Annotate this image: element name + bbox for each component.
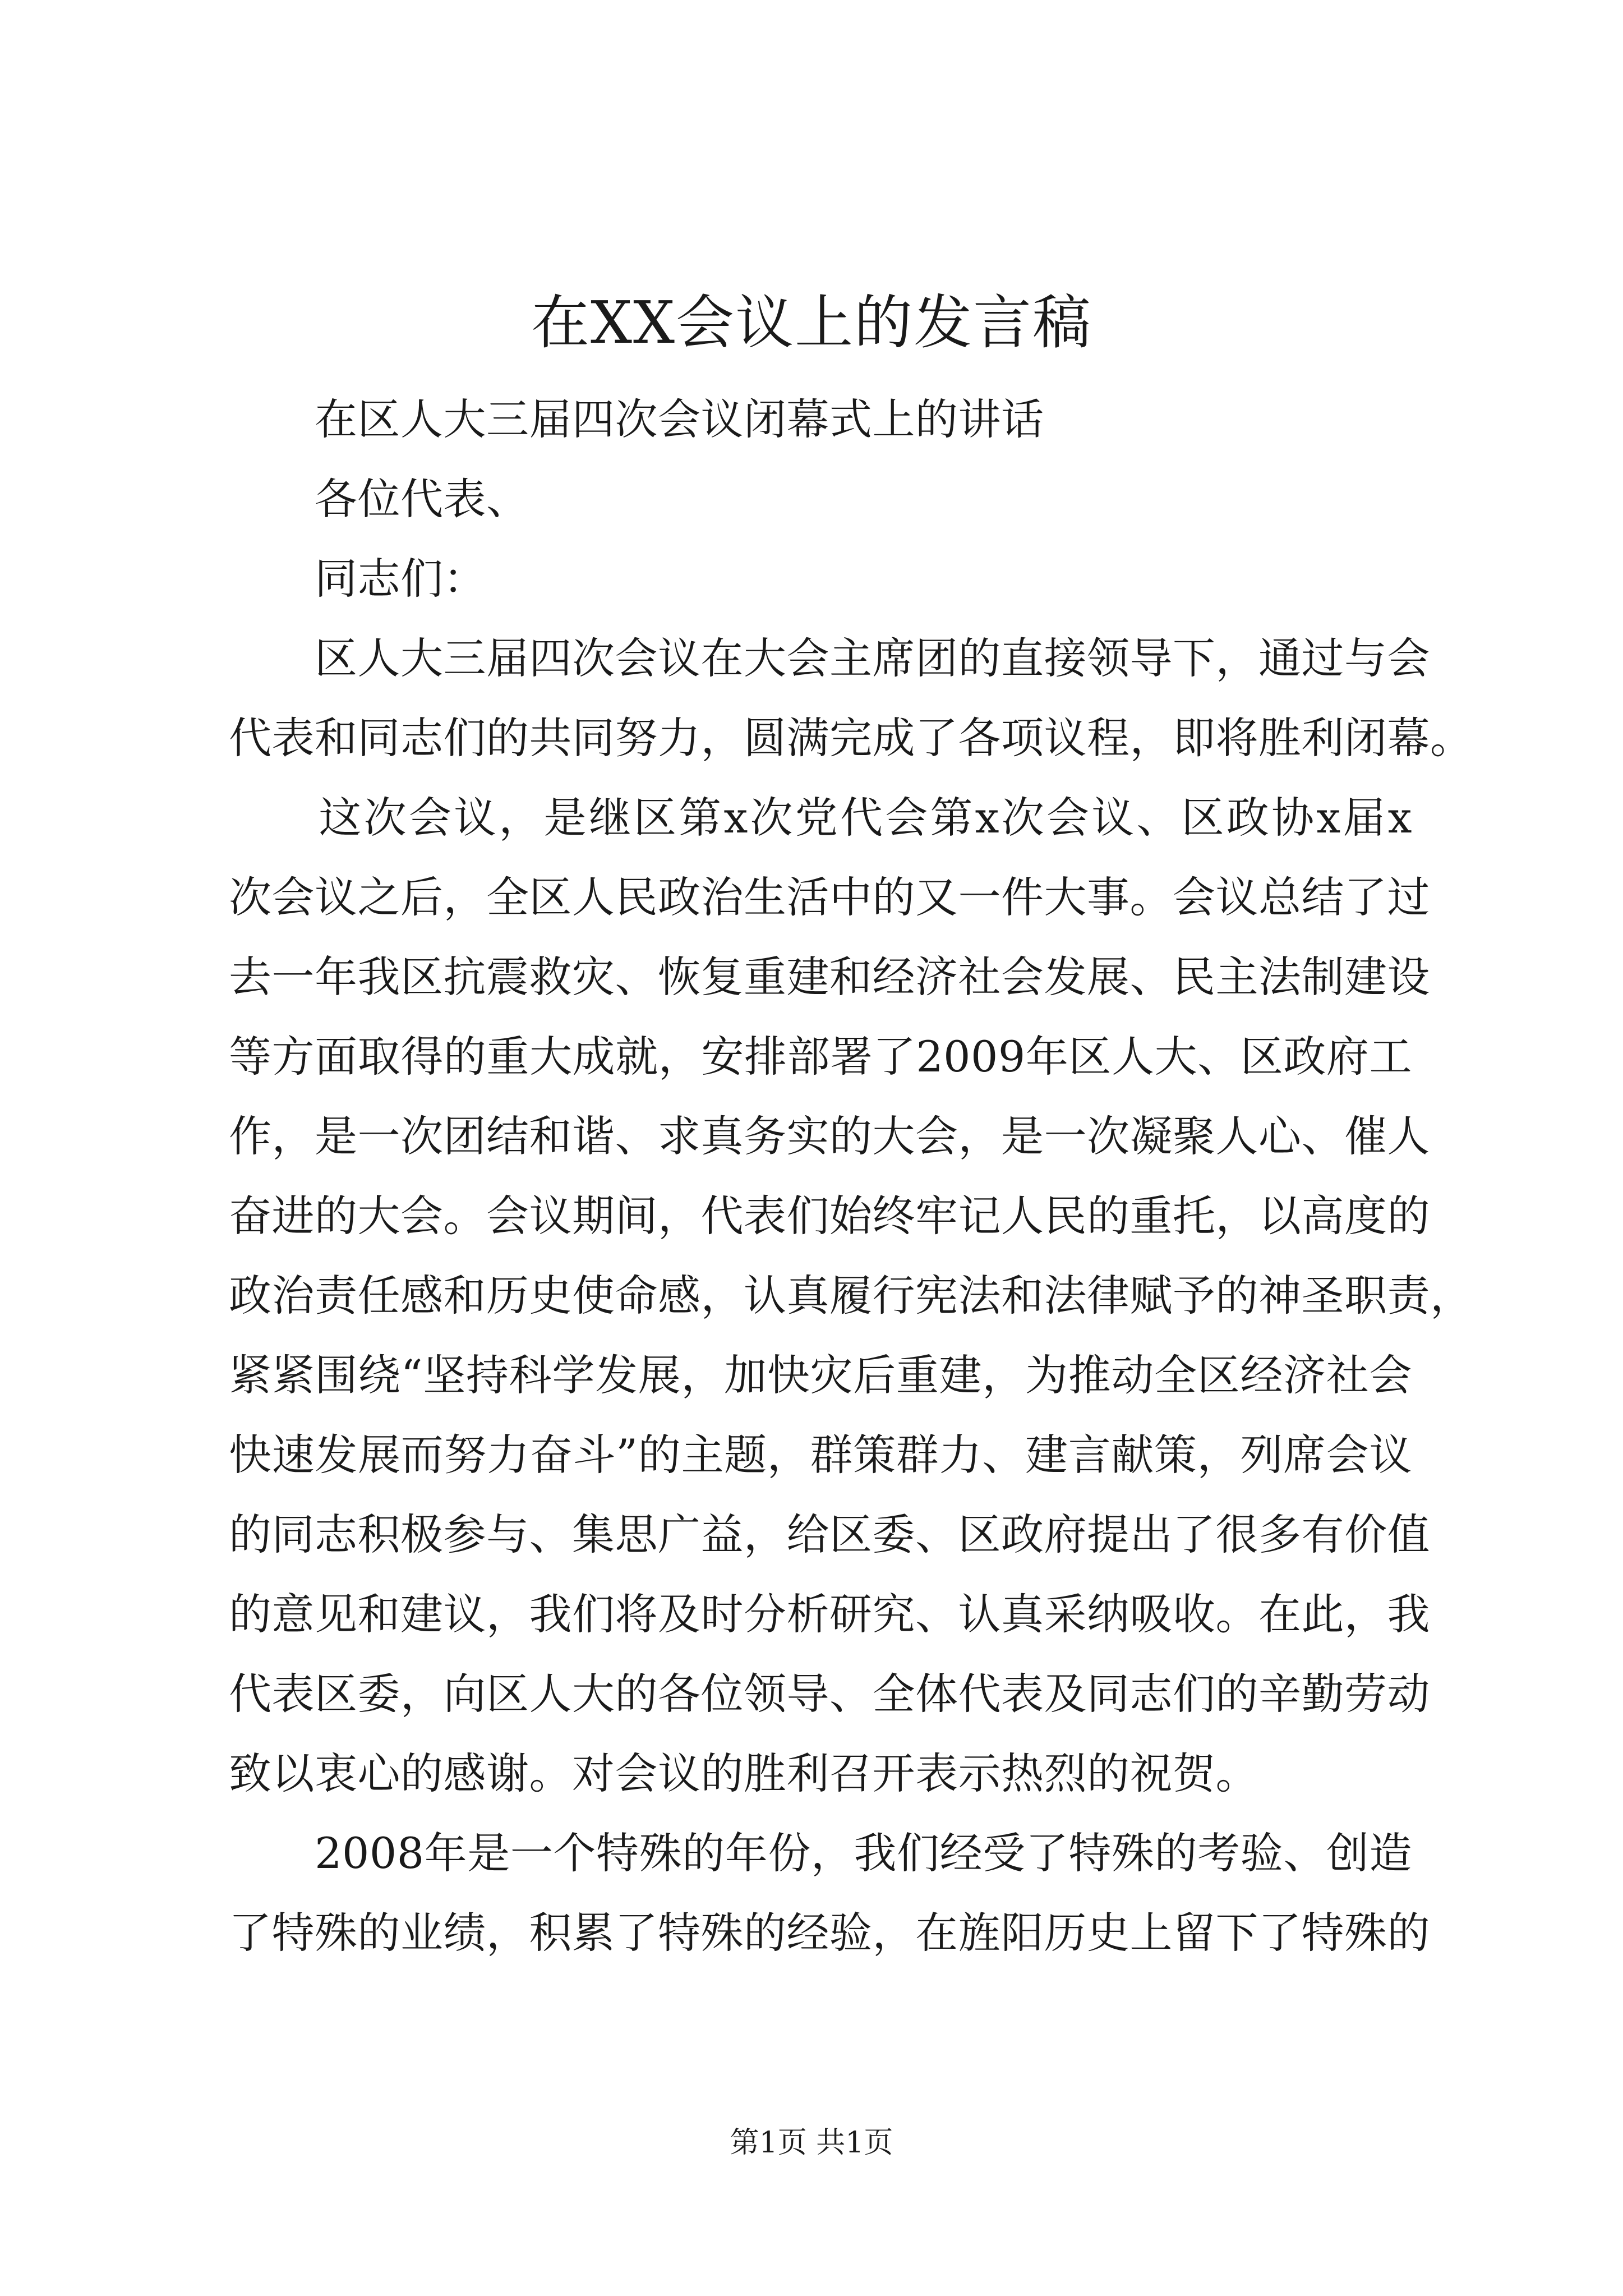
paragraph-line: 致以衷心的感谢。对会议的胜利召开表示热烈的祝贺。 <box>229 1749 1258 1798</box>
paragraph-line: 了特殊的业绩，积累了特殊的经验，在旌阳历史上留下了特殊的 <box>229 1908 1430 1958</box>
paragraph-line: 紧紧围绕“坚持科学发展，加快灾后重建，为推动全区经济社会 <box>229 1350 1412 1400</box>
paragraph-line: 作，是一次团结和谐、求真务实的大会，是一次凝聚人心、催人 <box>229 1111 1430 1161</box>
paragraph-line: 代表和同志们的共同努力，圆满完成了各项议程，即将胜利闭幕。 <box>229 713 1473 763</box>
paragraph-line: 奋进的大会。会议期间，代表们始终牢记人民的重托，以高度的 <box>229 1191 1430 1241</box>
paragraph-line: 等方面取得的重大成就，安排部署了2009年区人大、区政府工 <box>229 1032 1412 1082</box>
salutation-line: 同志们： <box>229 554 486 604</box>
paragraph-line: 次会议之后，全区人民政治生活中的又一件大事。会议总结了过 <box>229 872 1430 922</box>
paragraph-line: 的同志积极参与、集思广益，给区委、区政府提出了很多有价值 <box>229 1510 1430 1559</box>
paragraph-line: 政治责任感和历史使命感，认真履行宪法和法律赋予的神圣职责， <box>229 1271 1473 1320</box>
paragraph-line: 的意见和建议，我们将及时分析研究、认真采纳吸收。在此，我 <box>229 1589 1430 1639</box>
salutation-line: 各位代表、 <box>229 474 529 524</box>
paragraph-line: 2008年是一个特殊的年份，我们经受了特殊的考验、创造 <box>229 1828 1412 1878</box>
paragraph-line: 代表区委，向区人大的各位领导、全体代表及同志们的辛勤劳动 <box>229 1669 1430 1719</box>
subtitle-line: 在区人大三届四次会议闭幕式上的讲话 <box>229 394 1044 444</box>
page-footer: 第1页 共1页 <box>730 2126 893 2160</box>
document-title: 在XX会议上的发言稿 <box>531 288 1092 357</box>
paragraph-line: 这次会议，是继区第x次党代会第x次会议、区政协x届x <box>229 793 1412 843</box>
paragraph-line: 区人大三届四次会议在大会主席团的直接领导下，通过与会 <box>229 633 1430 683</box>
paragraph-line: 快速发展而努力奋斗”的主题，群策群力、建言献策，列席会议 <box>229 1430 1412 1480</box>
document-body <box>229 380 1473 1973</box>
paragraph-line: 去一年我区抗震救灾、恢复重建和经济社会发展、民主法制建设 <box>229 952 1430 1002</box>
